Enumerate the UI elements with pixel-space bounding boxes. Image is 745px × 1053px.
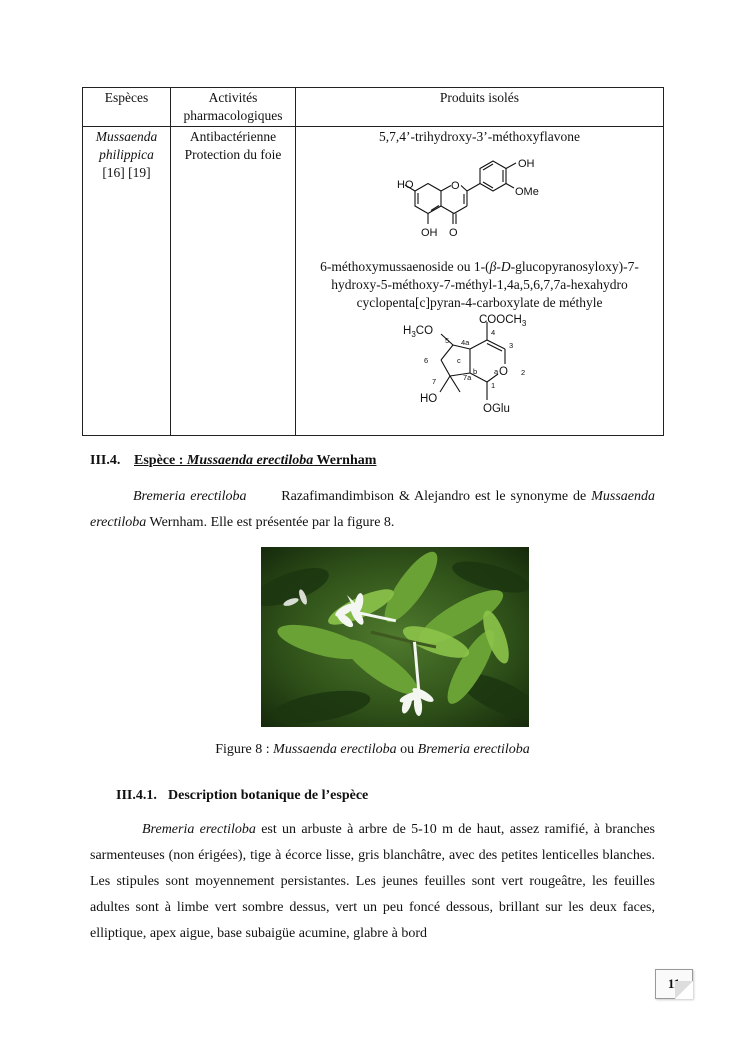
species-epithet: philippica <box>99 147 154 162</box>
product2-name <box>299 258 660 312</box>
product2-name-start: 6-méthoxymussaenoside ou 1-( <box>320 259 490 274</box>
species-genus: Mussaenda <box>95 129 158 144</box>
product2-name-end: -glucopyranosyloxy)-7-hydroxy-5-méthoxy-7-méthyl-1,4a,5,6,7,7a-hexahydro cyclopenta[c]pyran-4-carboxylate de méthyle <box>331 259 639 310</box>
iridoid-pos-7a: 7a <box>462 373 471 382</box>
product1-name: 5,7,4’-trihydroxy-3’-méthoxyflavone <box>379 129 580 144</box>
figure-8-photo <box>261 547 529 727</box>
iridoid-pos-7: 7 <box>431 377 436 386</box>
synonym-text-2: Wernham. Elle est présentée par la figure 8. <box>146 515 395 530</box>
iridoid-pos-a: a <box>493 367 498 376</box>
botanical-description-paragraph <box>90 817 655 947</box>
subsection-title: Description botanique de l’espèce <box>168 788 369 803</box>
iridoid-pos-b: b <box>472 367 477 376</box>
flavone-oh-top-label: OH <box>517 158 534 170</box>
synonym-paragraph <box>90 484 655 536</box>
flavone-ho-label: HO <box>396 179 413 191</box>
iridoid-pos-6: 6 <box>423 356 428 365</box>
iridoid-pos-1: 1 <box>490 381 495 390</box>
product2-beta: β-D <box>489 259 511 274</box>
synonym-species-2: Mussaenda erectiloba <box>90 489 656 530</box>
iridoid-cooch3-label: $COOCH_3$ <box>478 314 526 328</box>
activities-cell <box>171 127 296 436</box>
activity-liver-protection: Protection du foie <box>184 147 282 162</box>
flavone-carbonyl-o-label: O <box>448 227 458 239</box>
header-products: Produits isolés <box>296 88 664 127</box>
iridoid-structure <box>395 312 565 424</box>
iridoid-pos-4: 4 <box>490 328 495 337</box>
species-references: [16] [19] <box>102 165 151 180</box>
description-species: Bremeria erectiloba <box>142 822 256 837</box>
iridoid-pos-c: c <box>456 356 461 365</box>
iridoid-ho-label: HO <box>419 393 437 405</box>
header-species: Espèces <box>83 88 171 127</box>
section-heading <box>90 453 376 469</box>
iridoid-ring-o-label: O <box>498 366 508 378</box>
description-text: est un arbuste à arbre de 5-10 m de haut, assez ramifié, à branches sarmenteuses (non érigées), tige à écorce lisse, gris blanchâtre, avec des petites lenticelles blanches. Les stipules sont moyennement persistantes. Les jeunes feuilles sont vert rougeâtre, les feuilles adultes sont à limbe vert sombre dessus, vert un peu foncé dessous, brillant sur les deux faces, elliptique, apex aigue, base subaigüe acumine, glabre à bord <box>90 822 656 941</box>
species-table <box>82 87 664 436</box>
synonym-species: Bremeria erectiloba <box>133 489 247 504</box>
table-row <box>83 127 664 436</box>
iridoid-pos-2: 2 <box>520 368 525 377</box>
flavone-structure <box>385 148 575 240</box>
subsection-heading <box>116 788 368 804</box>
species-cell <box>83 127 171 436</box>
table-header-row <box>83 88 664 127</box>
iridoid-pos-4a: 4a <box>460 338 469 347</box>
page-number: 11 <box>655 969 693 999</box>
products-cell <box>296 127 664 436</box>
iridoid-pos-5: 5 <box>444 336 449 345</box>
subsection-number: III.4.1. <box>116 788 157 803</box>
section-title: Espèce : Mussaenda erectiloba Wernham <box>134 453 377 468</box>
header-activities: Activités pharmacologiques <box>171 88 296 127</box>
flavone-oh-bottom-label: OH <box>420 227 437 239</box>
synonym-text: Razafimandimbison & Alejandro est le synonyme de <box>281 489 587 504</box>
section-number: III.4. <box>90 453 121 468</box>
iridoid-pos-3: 3 <box>508 341 513 350</box>
flavone-ring-o-label: O <box>450 180 460 192</box>
iridoid-oglu-label: OGlu <box>482 403 510 415</box>
flavone-ome-label: OMe <box>514 186 539 198</box>
activity-antibacterial: Antibactérienne <box>189 129 277 144</box>
figure-8-caption: Figure 8 : Mussaenda erectiloba ou Bremeria erectiloba <box>215 742 530 757</box>
iridoid-h3co-label: $H_3CO$ <box>402 325 433 339</box>
